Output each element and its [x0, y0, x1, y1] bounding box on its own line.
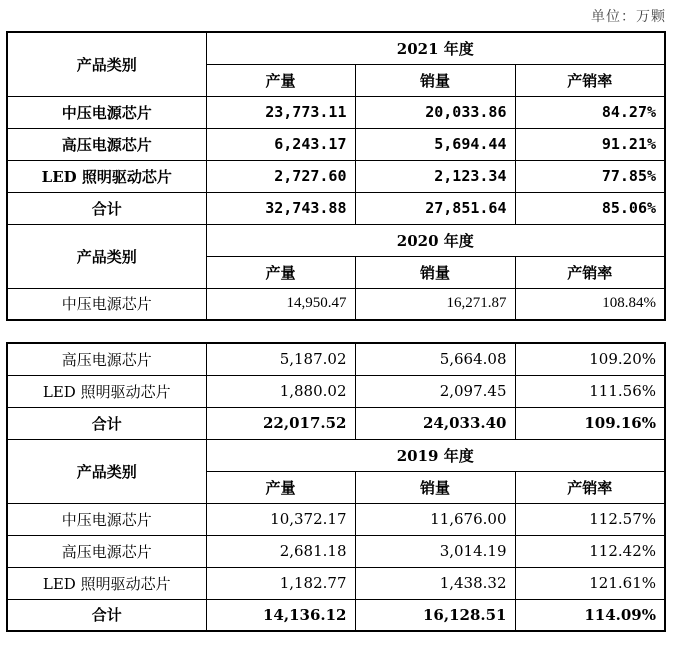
row-category: 合计: [7, 407, 206, 439]
year-2020-header: 2020 年度: [206, 224, 665, 256]
header-production: 产量: [206, 256, 355, 288]
table-row: [7, 160, 665, 192]
row-category: LED 照明驱动芯片: [7, 375, 206, 407]
row-category: 中压电源芯片: [7, 288, 206, 320]
table-2020-part2-and-2019: [6, 342, 666, 632]
row-production: 14,950.47: [206, 288, 355, 320]
table-row: [7, 288, 665, 320]
row-ratio: 84.27%: [515, 96, 665, 128]
row-category: 高压电源芯片: [7, 343, 206, 375]
table-row: [7, 96, 665, 128]
header-ratio: 产销率: [515, 64, 665, 96]
row-production: 2,727.60: [206, 160, 355, 192]
header-category: 产品类别: [7, 439, 206, 503]
table-row-total: [7, 192, 665, 224]
row-sales: 20,033.86: [355, 96, 515, 128]
row-production: 32,743.88: [206, 192, 355, 224]
row-ratio: 77.85%: [515, 160, 665, 192]
row-sales: 2,097.45: [355, 375, 515, 407]
year-2021-header: 2021 年度: [206, 32, 665, 64]
row-production: 2,681.18: [206, 535, 355, 567]
row-sales: 5,664.08: [355, 343, 515, 375]
row-sales: 16,271.87: [355, 288, 515, 320]
row-production: 1,880.02: [206, 375, 355, 407]
table-row: [7, 375, 665, 407]
row-production: 23,773.11: [206, 96, 355, 128]
table-row: [7, 567, 665, 599]
row-production: 22,017.52: [206, 407, 355, 439]
row-ratio: 114.09%: [515, 599, 665, 631]
row-category: 合计: [7, 192, 206, 224]
row-ratio: 112.57%: [515, 503, 665, 535]
row-production: 6,243.17: [206, 128, 355, 160]
row-category: 高压电源芯片: [7, 535, 206, 567]
header-production: 产量: [206, 471, 355, 503]
row-ratio: 91.21%: [515, 128, 665, 160]
row-category: LED 照明驱动芯片: [7, 160, 206, 192]
row-ratio: 85.06%: [515, 192, 665, 224]
table-row-total: [7, 407, 665, 439]
row-category: 合计: [7, 599, 206, 631]
table-row: [7, 343, 665, 375]
row-production: 5,187.02: [206, 343, 355, 375]
table-row: [7, 503, 665, 535]
row-sales: 16,128.51: [355, 599, 515, 631]
header-ratio: 产销率: [515, 471, 665, 503]
unit-label: 单位：万颗: [591, 9, 666, 25]
row-sales: 5,694.44: [355, 128, 515, 160]
row-sales: 27,851.64: [355, 192, 515, 224]
row-ratio: 109.16%: [515, 407, 665, 439]
row-sales: 3,014.19: [355, 535, 515, 567]
table-row: [7, 535, 665, 567]
table-2021-and-2020-part1: [6, 31, 666, 321]
row-ratio: 121.61%: [515, 567, 665, 599]
row-sales: 1,438.32: [355, 567, 515, 599]
row-category: 中压电源芯片: [7, 96, 206, 128]
row-sales: 2,123.34: [355, 160, 515, 192]
header-sales: 销量: [355, 256, 515, 288]
header-sales: 销量: [355, 64, 515, 96]
row-ratio: 111.56%: [515, 375, 665, 407]
header-sales: 销量: [355, 471, 515, 503]
header-production: 产量: [206, 64, 355, 96]
row-ratio: 112.42%: [515, 535, 665, 567]
year-2019-header: 2019 年度: [206, 439, 665, 471]
row-sales: 11,676.00: [355, 503, 515, 535]
row-production: 14,136.12: [206, 599, 355, 631]
row-category: 中压电源芯片: [7, 503, 206, 535]
row-sales: 24,033.40: [355, 407, 515, 439]
row-category: 高压电源芯片: [7, 128, 206, 160]
row-production: 1,182.77: [206, 567, 355, 599]
header-category: 产品类别: [7, 32, 206, 96]
row-category: LED 照明驱动芯片: [7, 567, 206, 599]
table-row: [7, 128, 665, 160]
header-category: 产品类别: [7, 224, 206, 288]
row-production: 10,372.17: [206, 503, 355, 535]
row-ratio: 108.84%: [515, 288, 665, 320]
table-row-total: [7, 599, 665, 631]
header-ratio: 产销率: [515, 256, 665, 288]
row-ratio: 109.20%: [515, 343, 665, 375]
